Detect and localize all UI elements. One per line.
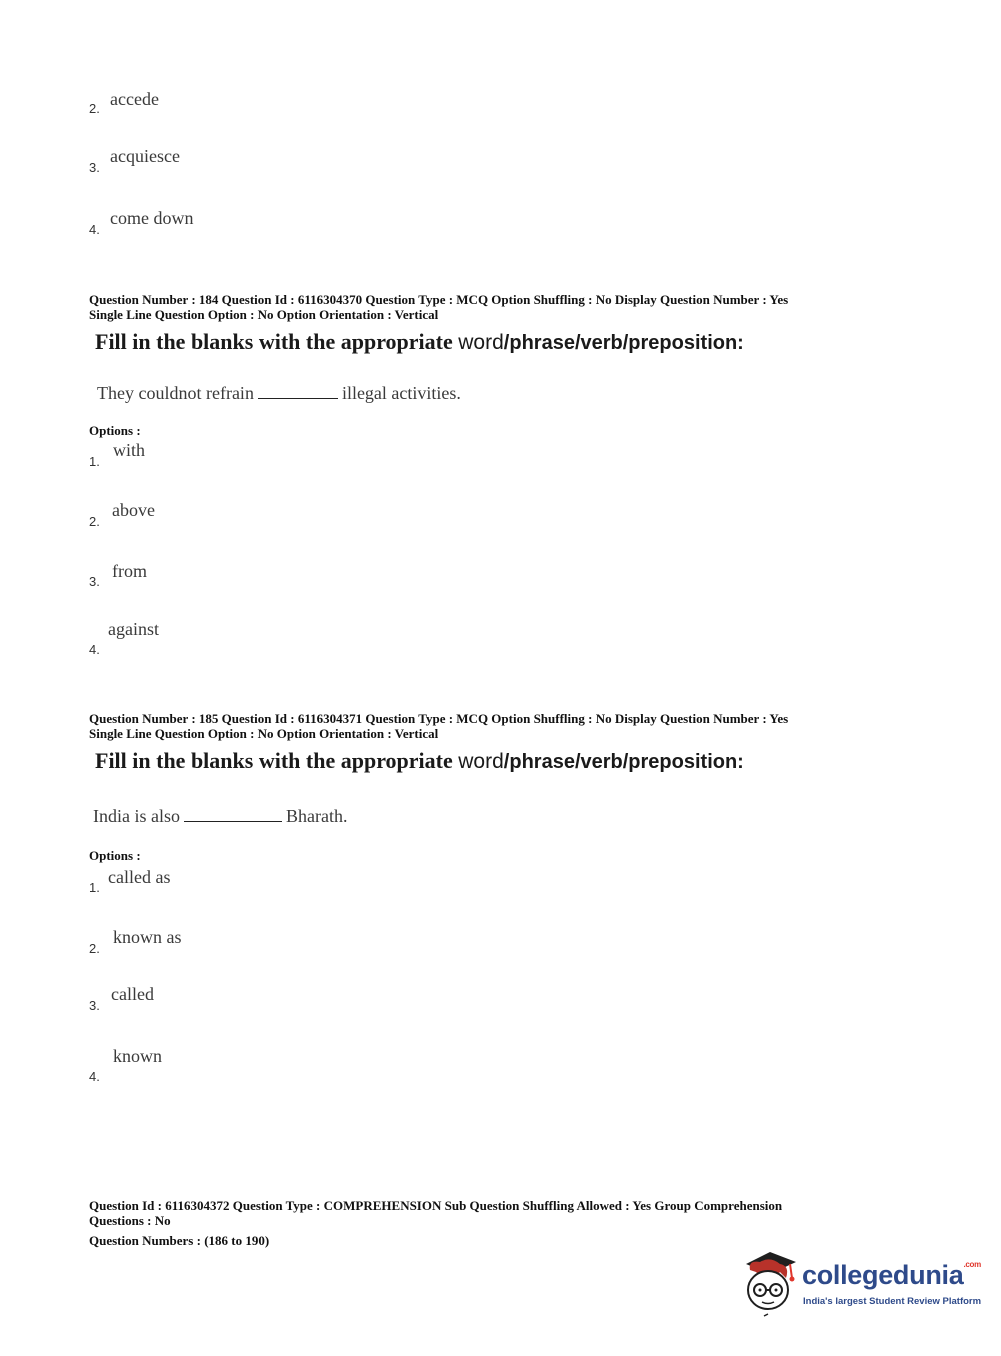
option-text: from bbox=[112, 561, 147, 581]
fill-blank bbox=[184, 807, 282, 822]
logo-tagline: India's largest Student Review Platform bbox=[803, 1296, 982, 1307]
options-label: Options : bbox=[89, 423, 141, 438]
logo-wordmark bbox=[802, 1260, 981, 1291]
option-number: 3. bbox=[89, 998, 100, 1013]
comprehension-meta-line: Question Id : 6116304372 Question Type : COMPREHENSION Sub Question Shuffling Allowed : Yes Group Comprehension bbox=[89, 1198, 783, 1213]
question-meta-line: Single Line Question Option : No Option Orientation : Vertical bbox=[89, 307, 439, 322]
option-number: 4. bbox=[89, 1069, 100, 1084]
option-text: with bbox=[113, 440, 146, 460]
question-numbers: Question Numbers : (186 to 190) bbox=[89, 1233, 270, 1248]
instruction-tail: /phrase/verb/preposition: bbox=[503, 332, 744, 354]
option-text: above bbox=[112, 500, 155, 520]
option-text: against bbox=[108, 619, 159, 639]
instruction-bold: Fill in the blanks with the appropriate bbox=[95, 329, 453, 354]
option-text: called bbox=[111, 984, 154, 1004]
question-sentence bbox=[93, 806, 347, 827]
fill-blank bbox=[258, 384, 338, 399]
option-number: 1. bbox=[89, 880, 100, 895]
instruction-word: word bbox=[458, 331, 504, 354]
instruction-word: word bbox=[458, 750, 504, 773]
option-text: called as bbox=[108, 867, 171, 887]
question-meta bbox=[89, 711, 788, 741]
option-text: accede bbox=[110, 89, 159, 109]
comprehension-meta-line: Questions : No bbox=[89, 1213, 171, 1228]
option-number: 4. bbox=[89, 642, 100, 657]
sentence-before: India is also bbox=[93, 806, 180, 826]
option-number: 2. bbox=[89, 941, 100, 956]
option-number: 3. bbox=[89, 160, 100, 175]
option-number: 1. bbox=[89, 454, 100, 469]
option-text: known bbox=[113, 1046, 162, 1066]
option-number: 4. bbox=[89, 222, 100, 237]
option-text: acquiesce bbox=[110, 146, 180, 166]
option-text: come down bbox=[110, 208, 194, 228]
sentence-before: They couldnot refrain bbox=[97, 383, 254, 403]
option-number: 3. bbox=[89, 574, 100, 589]
question-meta-line: Question Number : 184 Question Id : 6116304370 Question Type : MCQ Option Shuffling : No Display Question Number : Yes bbox=[89, 292, 789, 307]
instruction-tail: /phrase/verb/preposition: bbox=[503, 751, 744, 773]
question-sentence bbox=[97, 383, 461, 404]
option-text: known as bbox=[113, 927, 182, 947]
question-meta bbox=[89, 292, 788, 322]
question-meta-line: Question Number : 185 Question Id : 6116304371 Question Type : MCQ Option Shuffling : No Display Question Number : Yes bbox=[89, 711, 789, 726]
option-number: 2. bbox=[89, 101, 100, 116]
question-instruction bbox=[95, 329, 744, 355]
logo-name: collegedunia bbox=[802, 1260, 964, 1290]
logo-suffix: .com bbox=[963, 1260, 981, 1269]
sentence-after: Bharath. bbox=[286, 806, 348, 826]
comprehension-meta bbox=[89, 1198, 782, 1228]
instruction-bold: Fill in the blanks with the appropriate bbox=[95, 748, 453, 773]
sentence-after: illegal activities. bbox=[341, 383, 461, 403]
mascot-icon bbox=[740, 1248, 800, 1318]
option-number: 2. bbox=[89, 514, 100, 529]
options-label: Options : bbox=[89, 848, 141, 863]
question-instruction bbox=[95, 748, 744, 774]
question-meta-line: Single Line Question Option : No Option Orientation : Vertical bbox=[89, 726, 439, 741]
collegedunia-logo bbox=[740, 1248, 982, 1318]
